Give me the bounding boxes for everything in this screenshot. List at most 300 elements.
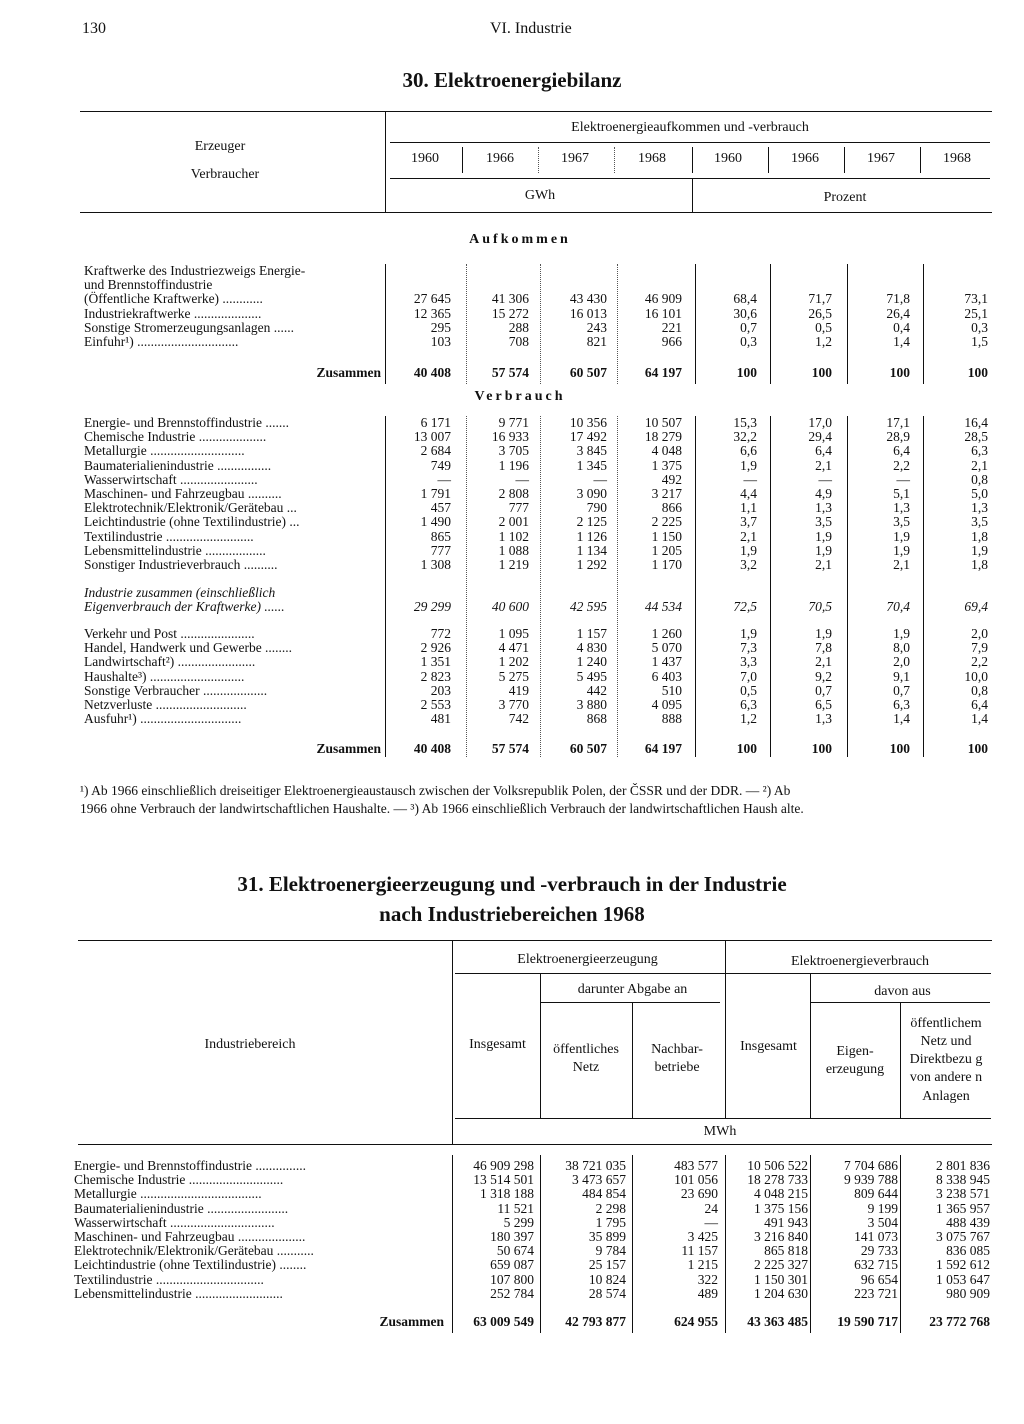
cell-value: 28,5	[964, 429, 988, 445]
cell-value: 6,3	[740, 697, 757, 713]
cell-value: 1,3	[971, 500, 988, 516]
row-label: Lebensmittelindustrie ..........................	[74, 1285, 283, 1301]
cell-value: 1,4	[893, 334, 910, 350]
year-1967-pct: 1967	[867, 151, 895, 166]
cell-value: 6,3	[893, 697, 910, 713]
table31-title-line1: 31. Elektroenergieerzeugung und -verbrauch in der Industrie	[237, 872, 787, 896]
cell-value: 41 306	[491, 291, 529, 307]
cell-value: 6,4	[971, 697, 988, 713]
cell-value: 481	[430, 711, 451, 727]
cell-value: 5 299	[503, 1214, 534, 1230]
cell-value: 1,3	[893, 500, 910, 516]
cell-value: 2 808	[498, 486, 529, 502]
cell-value	[533, 278, 611, 292]
cell-value: 0,7	[815, 682, 832, 698]
table-row	[80, 515, 992, 529]
cell-value: 10 507	[644, 415, 682, 430]
cell-value	[914, 278, 992, 292]
cell-value: 35 899	[588, 1229, 626, 1245]
cell-value: 64 197	[644, 365, 682, 380]
year-1966-abs: 1966	[486, 151, 514, 166]
cell-value: 26,5	[808, 305, 832, 321]
cell-value: 1 102	[498, 528, 529, 544]
footnote-line1: ¹) Ab 1966 einschließlich dreiseitiger Elektroenergieaustausch zwischen der Volksrepublik Polen, der ČSSR und der DDR. — ²) Ab	[80, 783, 791, 798]
cell-value: 1 318 188	[480, 1186, 534, 1202]
cell-value: 7 704 686	[844, 1158, 898, 1173]
cell-value: 57 574	[491, 365, 529, 380]
cell-value: 23 772 768	[929, 1314, 990, 1329]
cell-value: 6 171	[420, 415, 451, 430]
year-1968-pct: 1968	[943, 151, 971, 166]
cell-value: —	[437, 471, 451, 487]
total-row	[80, 366, 992, 380]
cell-value: 141 073	[854, 1229, 898, 1245]
cell-value: 0,7	[740, 319, 757, 335]
cell-value: 2,1	[893, 557, 910, 573]
cell-value: 6,4	[815, 443, 832, 459]
chapter-title: VI. Industrie	[490, 20, 572, 37]
cell-value: 16,4	[964, 415, 988, 430]
cell-value: 221	[661, 319, 682, 335]
cell-value: 46 909 298	[473, 1158, 534, 1173]
row-label: Leichtindustrie (ohne Textilindustrie) ...	[84, 514, 300, 530]
table-row	[80, 459, 992, 473]
cell-value: 749	[430, 457, 451, 473]
cell-value: 2,1	[815, 654, 832, 670]
cell-value: 100	[967, 741, 988, 756]
row-label: Wasserwirtschaft .......................	[84, 471, 258, 487]
cell-value: 29 299	[413, 599, 451, 615]
table-row	[80, 684, 992, 698]
table-row	[80, 544, 992, 558]
cell-value: 12 365	[413, 305, 451, 321]
cell-value: 1,1	[740, 500, 757, 516]
cell-value: 1,9	[815, 626, 832, 641]
year-sep	[844, 147, 845, 173]
row-label: und Brennstoffindustrie	[84, 277, 213, 293]
cell-value: 1,9	[815, 542, 832, 558]
cell-value: 1 053 647	[936, 1271, 990, 1287]
cell-value: 2 684	[420, 443, 451, 459]
cell-value: 1 150 301	[754, 1271, 808, 1287]
cell-value: 1 375	[651, 457, 682, 473]
cell-value: 103	[430, 334, 451, 350]
cell-value: 0,4	[893, 319, 910, 335]
cell-value: 26,4	[886, 305, 910, 321]
cell-value: 5 495	[576, 668, 607, 684]
cell-value: 69,4	[964, 599, 988, 615]
cell-value: 9 199	[867, 1200, 898, 1216]
table30-aufkommen	[80, 264, 992, 349]
cell-value: 1,8	[971, 528, 988, 544]
cell-value	[761, 278, 836, 292]
table30-group-header: Elektroenergieaufkommen und -verbrauch	[571, 120, 809, 135]
cell-value: 1 088	[498, 542, 529, 558]
cell-value: 0,8	[971, 682, 988, 698]
cell-value: 1,9	[893, 528, 910, 544]
table30-title: 30. Elektroenergiebilanz	[402, 68, 622, 92]
year-1967-abs: 1967	[561, 151, 589, 166]
cell-value: 1,3	[815, 711, 832, 727]
cell-value: 1 308	[420, 557, 451, 573]
table-row	[80, 335, 992, 349]
table-row	[80, 558, 992, 572]
header-erzeugung-sub: erzeugung	[825, 1062, 885, 1077]
table-row	[80, 444, 992, 458]
row-label: Haushalte³) ............................	[84, 668, 245, 684]
header-verbrauch: Elektroenergieverbrauch	[790, 954, 930, 969]
cell-value	[385, 264, 455, 278]
cell-value: 43 363 485	[747, 1314, 808, 1329]
cell-value: 868	[586, 711, 607, 727]
row-label: Leichtindustrie (ohne Textilindustrie) ........	[74, 1257, 307, 1273]
cell-value: 16 013	[569, 305, 607, 321]
cell-value: 6 403	[651, 668, 682, 684]
header-insgesamt-verb: Insgesamt	[740, 1039, 797, 1054]
cell-value: 27 645	[413, 291, 451, 307]
table30-aufkommen-total	[80, 366, 992, 380]
cell-value: —	[896, 471, 910, 487]
year-1968-abs: 1968	[638, 151, 666, 166]
cell-value: 1,8	[971, 557, 988, 573]
cell-value: 2,0	[971, 626, 988, 641]
cell-value: 1,9	[740, 542, 757, 558]
cell-value: 11 521	[497, 1200, 534, 1216]
cell-value: —	[593, 471, 607, 487]
table30-verbrauch	[80, 416, 992, 572]
cell-value: 1 375 156	[754, 1200, 808, 1216]
cell-value: 15,3	[733, 415, 757, 430]
table-row	[80, 430, 992, 444]
table-row	[70, 1216, 994, 1230]
cell-value: 203	[430, 682, 451, 698]
cell-value: 96 654	[860, 1271, 898, 1287]
cell-value: 3 705	[498, 443, 529, 459]
cell-value: 24	[704, 1200, 718, 1216]
footnote-line2: 1966 ohne Verbrauch der landwirtschaftlichen Haushalte. — ³) Ab 1966 einschließlich Verbrauch der landwirtschaftlichen Haush alte.	[80, 801, 804, 816]
cell-value: 2,1	[815, 457, 832, 473]
table-row	[80, 292, 992, 306]
cell-value: 3,2	[740, 557, 757, 573]
cell-value	[385, 278, 455, 292]
cell-value: 1 215	[687, 1257, 718, 1273]
table-row	[80, 530, 992, 544]
cell-value: 1 240	[576, 654, 607, 670]
year-sep	[920, 147, 921, 173]
row-label: Sonstige Verbraucher ...................	[84, 682, 268, 698]
cell-value: —	[818, 471, 832, 487]
table-row	[80, 307, 992, 321]
cell-value: 100	[736, 365, 757, 380]
cell-value: 10 824	[588, 1271, 626, 1287]
cell-value: 1,2	[815, 334, 832, 350]
cell-value: 63 009 549	[473, 1314, 534, 1329]
cell-value: 1 196	[498, 457, 529, 473]
cell-value: 1 365 957	[936, 1200, 990, 1216]
row-label: Wasserwirtschaft ...............................	[74, 1214, 275, 1230]
cell-value: 1,2	[740, 711, 757, 727]
total-row	[80, 742, 992, 756]
cell-value	[455, 278, 533, 292]
cell-value: 821	[586, 334, 607, 350]
header-eigen: Eigen-	[836, 1044, 874, 1059]
cell-value: 1,3	[815, 500, 832, 516]
header-anlagen: Anlagen	[922, 1089, 970, 1104]
cell-value	[611, 278, 686, 292]
header-darunter: darunter Abgabe an	[577, 982, 688, 997]
cell-value: 0,5	[815, 319, 832, 335]
cell-value	[836, 264, 914, 278]
table31-body	[70, 1159, 994, 1301]
cell-value: 777	[508, 500, 529, 516]
cell-value: 7,9	[971, 640, 988, 656]
row-label: Baumaterialienindustrie ........................	[74, 1200, 289, 1216]
table30-industrie-total	[80, 586, 992, 614]
cell-value: 10 356	[569, 415, 607, 430]
cell-value: 659 087	[490, 1257, 534, 1273]
cell-value: 295	[430, 319, 451, 335]
row-label: Maschinen- und Fahrzeugbau ..........	[84, 486, 282, 502]
cell-value: 419	[508, 682, 529, 698]
cell-value: 1,9	[971, 542, 988, 558]
row-label: Kraftwerke des Industriezweigs Energie-	[84, 263, 306, 278]
cell-value: 5 275	[498, 668, 529, 684]
cell-value: 0,8	[971, 471, 988, 487]
cell-value: 1 351	[420, 654, 451, 670]
cell-value: 100	[736, 741, 757, 756]
cell-value: 6,4	[893, 443, 910, 459]
cell-value: 38 721 035	[565, 1158, 626, 1173]
cell-value: 2 225	[651, 514, 682, 530]
cell-value: 4 048	[651, 443, 682, 459]
cell-value: 1,4	[893, 711, 910, 727]
cell-value: 1 345	[576, 457, 607, 473]
cell-value: 43 430	[569, 291, 607, 307]
cell-value: 1,4	[971, 711, 988, 727]
cell-value: 1 126	[576, 528, 607, 544]
cell-value: 1,9	[893, 542, 910, 558]
cell-value: 865 818	[764, 1243, 808, 1259]
cell-value: 42 793 877	[565, 1314, 626, 1329]
cell-value: 64 197	[644, 741, 682, 756]
cell-value	[686, 264, 761, 278]
table-row	[70, 1258, 994, 1272]
cell-value: 1 260	[651, 626, 682, 641]
table31-top-rule	[78, 940, 992, 941]
cell-value: 1,9	[893, 626, 910, 641]
cell-value: 1 292	[576, 557, 607, 573]
cell-value: 2,1	[971, 457, 988, 473]
cell-value: 9 771	[498, 415, 529, 430]
cell-value: 101 056	[674, 1172, 718, 1188]
cell-value: 32,2	[733, 429, 757, 445]
cell-value: 3,7	[740, 514, 757, 530]
cell-value: 70,4	[886, 599, 910, 615]
cell-value	[533, 264, 611, 278]
table31-header-rule	[78, 1144, 992, 1145]
table-row	[70, 1173, 994, 1187]
table30-top-rule	[80, 111, 992, 112]
cell-value: 40 600	[491, 599, 529, 615]
unit-prozent: Prozent	[823, 190, 867, 205]
cell-value: 46 909	[644, 291, 682, 307]
cell-value: 9 784	[595, 1243, 626, 1259]
cell-value: 4,4	[740, 486, 757, 502]
row-label: Metallurgie ....................................	[74, 1186, 262, 1202]
cell-value: 3 473 657	[572, 1172, 626, 1188]
cell-value: 9,1	[893, 668, 910, 684]
cell-value: 3,5	[815, 514, 832, 530]
table-row	[80, 264, 992, 278]
cell-value: 492	[661, 471, 682, 487]
cell-value: 13 007	[413, 429, 451, 445]
table-row	[70, 1230, 994, 1244]
cell-value: 1,9	[740, 626, 757, 641]
cell-value: 18 278 733	[747, 1172, 808, 1188]
table31-title-line2: nach Industriebereichen 1968	[379, 902, 645, 926]
row-label: Chemische Industrie ............................	[74, 1172, 284, 1188]
cell-value: 2,2	[971, 654, 988, 670]
row-label: Netzverluste ...........................	[84, 697, 247, 713]
row-label: Textilindustrie ................................	[74, 1271, 264, 1287]
cell-value: 3 880	[576, 697, 607, 713]
row-label: Ausfuhr¹) ..............................	[84, 711, 242, 727]
cell-value: 1 204 630	[754, 1285, 808, 1301]
cell-value: 100	[889, 741, 910, 756]
row-label: Zusammen	[316, 365, 381, 380]
cell-value: 9,2	[815, 668, 832, 684]
cell-value: 1,9	[815, 528, 832, 544]
cell-value: 0,3	[971, 319, 988, 335]
cell-value: 100	[811, 365, 832, 380]
cell-value: 3 238 571	[936, 1186, 990, 1202]
header-direktbezug: Direktbezu g	[909, 1052, 983, 1067]
table30-group-rule	[390, 142, 990, 143]
unit-mwh: MWh	[703, 1124, 737, 1139]
cell-value: 3 216 840	[754, 1229, 808, 1245]
cell-value: 3 090	[576, 486, 607, 502]
cell-value: 8 338 945	[936, 1172, 990, 1188]
cell-value: 966	[661, 334, 682, 350]
cell-value: 624 955	[674, 1314, 718, 1329]
cell-value: 28,9	[886, 429, 910, 445]
table30-stub-erzeuger: Erzeuger	[194, 139, 246, 154]
cell-value: 1 134	[576, 542, 607, 558]
cell-value: 107 800	[490, 1271, 534, 1287]
cell-value: 68,4	[733, 291, 757, 307]
table-row	[80, 641, 992, 655]
cell-value: 1 219	[498, 557, 529, 573]
cell-value: 2,1	[815, 557, 832, 573]
cell-value: 16 101	[644, 305, 682, 321]
header-netz: Netz	[572, 1060, 600, 1075]
header-von-anderen: von andere n	[909, 1070, 983, 1085]
row-label: Zusammen	[379, 1314, 444, 1329]
cell-value: 6,3	[971, 443, 988, 459]
cell-value: 3,5	[893, 514, 910, 530]
header-nachbar: Nachbar-	[651, 1042, 703, 1057]
row-label: Energie- und Brennstoffindustrie .......	[84, 415, 289, 430]
cell-value: 491 943	[764, 1214, 808, 1230]
cell-value: 25,1	[964, 305, 988, 321]
table31-total	[70, 1315, 994, 1329]
page-number: 130	[82, 20, 106, 37]
cell-value: —	[515, 471, 529, 487]
row-label: Landwirtschaft²) .......................	[84, 654, 256, 670]
cell-value: 17,1	[886, 415, 910, 430]
table31-sub-rule-left	[540, 1002, 720, 1003]
cell-value: 489	[697, 1285, 718, 1301]
cell-value: 288	[508, 319, 529, 335]
cell-value: 2 801 836	[936, 1158, 990, 1173]
table31-stub-header: Industriebereich	[204, 1037, 296, 1052]
unit-gwh: GWh	[524, 188, 556, 203]
cell-value: 243	[586, 319, 607, 335]
cell-value: 72,5	[733, 599, 757, 615]
table-row	[80, 712, 992, 726]
header-insgesamt-erz: Insgesamt	[469, 1037, 526, 1052]
table-row	[80, 416, 992, 430]
cell-value: 42 595	[569, 599, 607, 615]
table31-stub-divider	[452, 941, 453, 1144]
cell-value: 60 507	[569, 365, 607, 380]
cell-value: 2 926	[420, 640, 451, 656]
cell-value: 1 437	[651, 654, 682, 670]
year-sep	[768, 147, 769, 173]
section-aufkommen: Aufkommen	[469, 232, 571, 247]
cell-value: 30,6	[733, 305, 757, 321]
cell-value: 1 490	[420, 514, 451, 530]
cell-value: 742	[508, 711, 529, 727]
row-label: Sonstiger Industrieverbrauch ..........	[84, 557, 278, 573]
row-label: Elektrotechnik/Elektronik/Gerätebau ...........	[74, 1243, 314, 1259]
cell-value: 5 070	[651, 640, 682, 656]
cell-value: 488 439	[946, 1214, 990, 1230]
cell-value: 6,5	[815, 697, 832, 713]
table-row	[80, 655, 992, 669]
cell-value: 6,6	[740, 443, 757, 459]
cell-value: 3 770	[498, 697, 529, 713]
table-row	[70, 1202, 994, 1216]
year-1960-abs: 1960	[411, 151, 439, 166]
row-label-line: Industrie zusammen (einschließlich	[84, 585, 276, 600]
header-oeffentlichem: öffentlichem	[910, 1016, 982, 1031]
cell-value: 2 125	[576, 514, 607, 530]
cell-value: 17 492	[569, 429, 607, 445]
cell-value: 836 085	[946, 1243, 990, 1259]
cell-value: 3 217	[651, 486, 682, 502]
cell-value: 2 553	[420, 697, 451, 713]
cell-value: 4 471	[498, 640, 529, 656]
cell-value: 457	[430, 500, 451, 516]
cell-value: 11 157	[681, 1243, 718, 1259]
table-row	[70, 1159, 994, 1173]
cell-value: 7,8	[815, 640, 832, 656]
cell-value: 57 574	[491, 741, 529, 756]
cell-value: 40 408	[413, 365, 451, 380]
cell-value: 4 048 215	[754, 1186, 808, 1202]
cell-value: 23 690	[680, 1186, 718, 1202]
cell-value: 1 791	[420, 486, 451, 502]
cell-value: 2,0	[893, 654, 910, 670]
cell-value: 3,5	[971, 514, 988, 530]
cell-value: 1 205	[651, 542, 682, 558]
table31-unit-rule	[455, 1118, 991, 1119]
cell-value: 2,1	[740, 528, 757, 544]
cell-value: 866	[661, 500, 682, 516]
cell-value: 50 674	[496, 1243, 534, 1259]
cell-value: 71,7	[808, 291, 832, 307]
